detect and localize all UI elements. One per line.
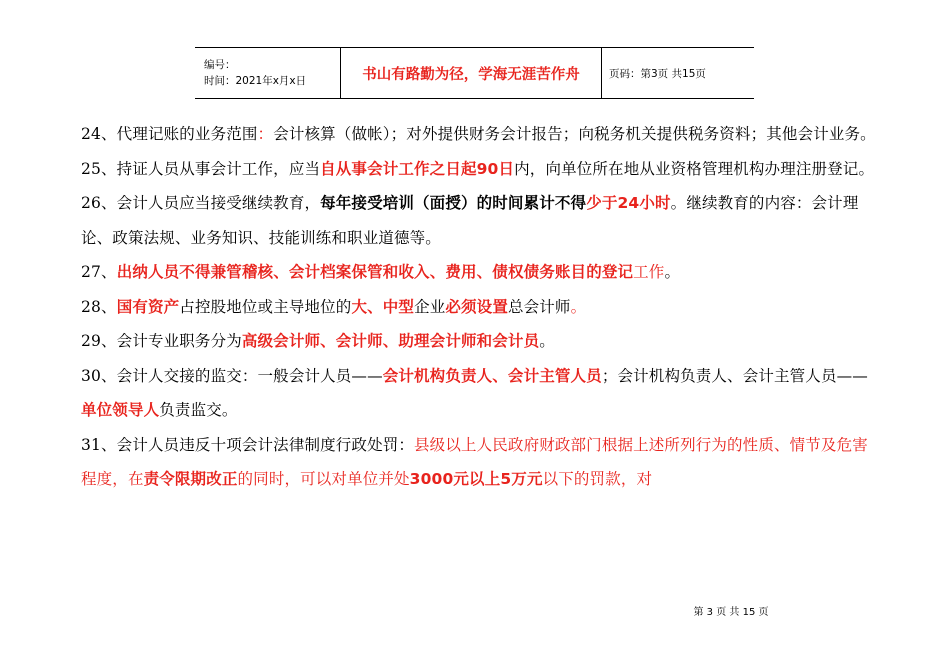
p28-text: 占控股地位或主导地位的 [179, 297, 352, 316]
p25-text: 25、持证人员从事会计工作，应当 [81, 159, 321, 178]
p27-number: 27、 [81, 263, 117, 281]
p29-end: 。 [539, 332, 555, 350]
p31-red-text-3: 以下的罚款，对 [542, 470, 653, 488]
p31-red-text-2: 的同时，可以对单位并处 [237, 470, 410, 488]
p24-text-2: 会计核算（做帐）；对外提供财务会计报告；向税务机关提供税务资料；其他会计业务。 [273, 125, 876, 143]
p26-text: 26、会计人员应当接受继续教育， [81, 194, 321, 212]
paragraph-24 [81, 117, 881, 152]
p26-highlight: 少于24小时 [586, 194, 671, 212]
p31-red-text: 县级以上人民政府财政部门根据上述所列行为的性质、情节及危害程度，在 [81, 435, 868, 488]
p27-end: 。 [664, 263, 681, 281]
paragraph-26 [81, 186, 881, 255]
p28-highlight-2: 大、中型 [351, 297, 415, 316]
p24-text: 24、代理记账的业务范围 [81, 125, 258, 143]
p26-bold: 每年接受培训（面授）的时间累计不得 [320, 194, 587, 212]
p30-end: 负责监交。 [159, 401, 238, 419]
page-header-table [195, 47, 754, 99]
p27-highlight-1: 出纳人员不得兼 [116, 263, 227, 281]
header-motto-cell [341, 48, 602, 98]
p28-end: 。 [570, 297, 587, 316]
p25-text-2: 内，向单位所在地从业资格管理机构办理注册登记。 [514, 159, 875, 178]
paragraph-29 [81, 324, 881, 359]
p31-highlight-2: 3000元以上5万元 [409, 470, 543, 488]
page-footer [0, 603, 950, 618]
p27-highlight-3: 工作 [633, 263, 665, 281]
p30-text: 30、会计人交接的监交：一般会计人员—— [81, 366, 383, 385]
header-meta-cell [195, 48, 341, 98]
p30-highlight-2: 单位领导人 [81, 401, 160, 419]
paragraph-31 [81, 428, 881, 497]
paragraph-27 [81, 255, 881, 290]
p26-text-2: 。继续教育的内容：会计理论、政策法规、业务知识、技能训练和职业道德等。 [81, 194, 859, 247]
paragraph-25 [81, 152, 881, 187]
p30-highlight-1: 会计机构负责人、会计主管人员 [382, 366, 602, 385]
header-page-label: 页码：第3页 共15页 [609, 67, 706, 80]
p24-colon: ： [257, 125, 274, 143]
p29-highlight: 高级会计师、会计师、助理会计师和会计员 [241, 332, 540, 350]
serial-number-label: 编号： [204, 59, 236, 71]
p28-number: 28、 [81, 297, 117, 316]
p31-text: 31、会计人员违反十项会计法律制度行政处罚： [81, 435, 415, 454]
p27-highlight-2: 管稽核、会计档案保管和收入、费用、债权债务账目的登记 [226, 263, 634, 281]
paragraph-30 [81, 359, 881, 428]
footer-page-number: 第 3 页 共 15 页 [693, 607, 769, 618]
p28-text-2: 企业 [414, 297, 446, 316]
p28-text-3: 总会计师 [507, 297, 571, 316]
date-label: 时间：2021年x月x日 [204, 75, 307, 87]
header-motto: 书山有路勤为径，学海无涯苦作舟 [362, 66, 580, 83]
p25-highlight: 自从事会计工作之日起90日 [320, 159, 515, 178]
p31-highlight-1: 责令限期改正 [143, 470, 238, 488]
p28-highlight-3: 必须设置 [445, 297, 508, 316]
p30-text-2: ；会计机构负责人、会计主管人员—— [601, 366, 868, 385]
document-body [81, 117, 881, 497]
p28-highlight-1: 国有资产 [116, 297, 180, 316]
p29-text: 29、会计专业职务分为 [81, 332, 242, 350]
header-page-cell [602, 48, 754, 98]
paragraph-28 [81, 290, 881, 325]
